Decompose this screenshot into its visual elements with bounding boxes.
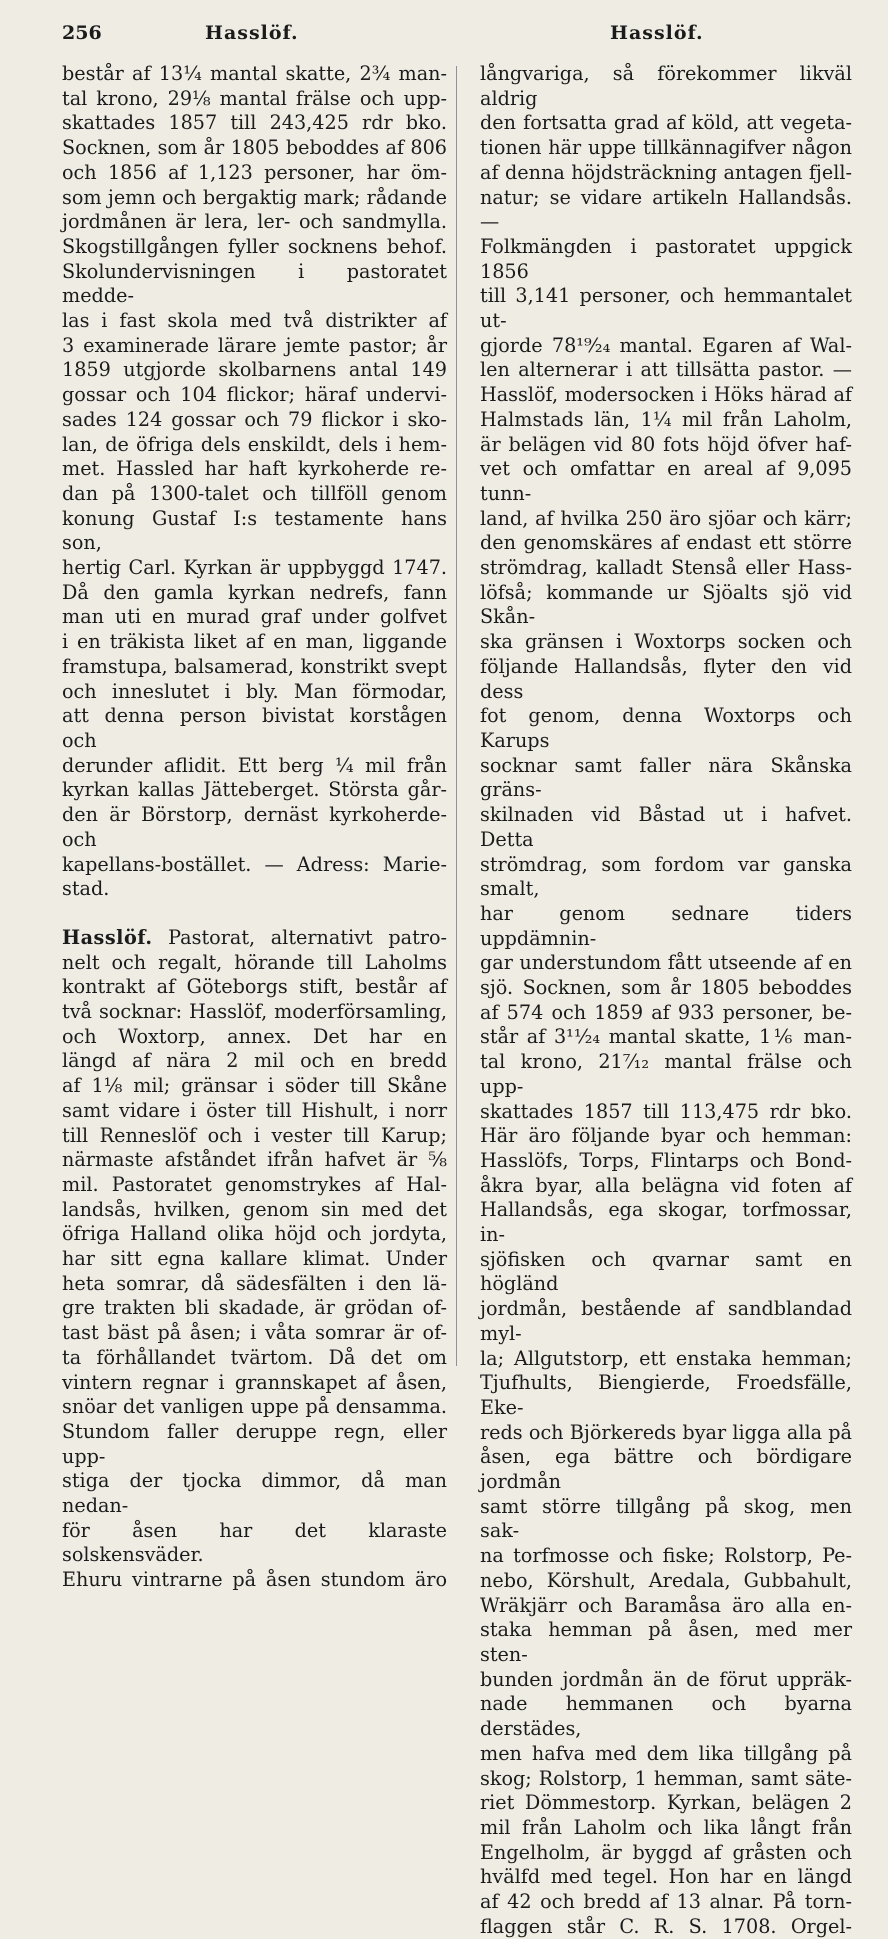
left-running-head: Hasslöf. <box>205 22 299 44</box>
right-running-head: Hasslöf. <box>610 22 704 44</box>
page-number: 256 <box>62 22 102 44</box>
text-line: nebo, Körshult, Aredala, Gubbahult, <box>480 1568 852 1592</box>
right-column <box>480 62 852 1938</box>
column-rule <box>456 66 457 1366</box>
text-line: och Woxtorp, annex. Det har en <box>62 1024 447 1048</box>
left-paragraph-1 <box>62 62 447 902</box>
entry-headword: Hasslöf. <box>62 925 153 949</box>
entry-first-line <box>62 926 447 951</box>
text-line: är belägen vid 80 fots höjd öfver haf- <box>480 432 852 456</box>
text-line: Hasslöfs, Torps, Flintarps och Bond- <box>480 1148 852 1172</box>
text-line: heta somrar, då sädesfälten i den lä- <box>62 1271 447 1295</box>
text-line: skattades 1857 till 243,425 rdr bko. <box>62 111 447 135</box>
text-line: Stundom faller deruppe regn, eller upp- <box>62 1419 447 1468</box>
text-line: ska gränsen i Woxtorps socken och <box>480 630 852 654</box>
text-line: fot genom, denna Woxtorps och Karups <box>480 704 852 752</box>
text-line: att denna person bivistat korstågen och <box>62 704 447 752</box>
text-line: jordmånen är lera, ler- och sandmylla. <box>62 210 447 234</box>
text-line: vet och omfattar en areal af 9,095 tunn- <box>480 457 852 505</box>
text-line: landsås, hvilken, genom sin med det <box>62 1197 447 1221</box>
text-line: och inneslutet i bly. Man förmodar, <box>62 679 447 703</box>
text-line: flaggen står C. R. S. 1708. Orgel- <box>480 1914 852 1938</box>
text-line: af 574 och 1859 af 933 personer, be- <box>480 1000 852 1024</box>
text-line: stad. <box>62 877 110 901</box>
text-line: har genom sednare tiders uppdämnin- <box>480 901 852 950</box>
text-line: Hallandsås, ega skogar, torfmossar, in- <box>480 1198 852 1247</box>
text-line: Ehuru vintrarne på åsen stundom äro <box>62 1568 447 1592</box>
text-line: len alternerar i att tillsätta pastor. — <box>480 358 852 382</box>
text-line: till 3,141 personer, och hemmantalet ut- <box>480 284 852 333</box>
text-line: men hafva med dem lika tillgång på <box>480 1741 852 1765</box>
text-line: öfriga Halland olika höjd och jordyta, <box>62 1222 447 1246</box>
text-line: socknar samt faller nära Skånska gräns- <box>480 753 852 802</box>
running-header <box>62 22 848 48</box>
left-paragraph-2 <box>62 951 447 1593</box>
text-line: längd af nära 2 mil och en bredd <box>62 1049 447 1073</box>
text-line: ta förhållandet tvärtom. Då det om <box>62 1345 447 1369</box>
text-line: lan, de öfriga dels enskildt, dels i hem- <box>62 432 447 456</box>
text-line: till Renneslöf och i vester till Karup; <box>62 1123 447 1147</box>
text-line: följande Hallandsås, flyter den vid dess <box>480 654 852 703</box>
text-line: vintern regnar i grannskapet af åsen, <box>62 1370 447 1394</box>
text-line: af denna höjdsträckning antagen fjell- <box>480 160 852 184</box>
text-line: riet Dömmestorp. Kyrkan, belägen 2 <box>480 1791 852 1815</box>
text-line: åkra byar, alla belägna vid foten af <box>480 1173 852 1197</box>
text-line: gossar och 104 flickor; häraf undervi- <box>62 383 447 407</box>
text-line: snöar det vanligen uppe på densamma. <box>62 1395 447 1419</box>
text-line: Skogstillgången fyller socknens behof. <box>62 234 447 258</box>
text-line: tionen här uppe tillkännagifver någon <box>480 136 852 160</box>
text-line: mil. Pastoratet genomstrykes af Hal- <box>62 1172 447 1196</box>
text-line: land, af hvilka 250 äro sjöar och kärr; <box>480 506 852 530</box>
text-line: samt större tillgång på skog, men sak- <box>480 1494 852 1543</box>
text-line: Engelholm, är byggd af gråsten och <box>480 1840 852 1864</box>
text-line: Här äro följande byar och hemman: <box>480 1124 852 1148</box>
text-line: strömdrag, kalladt Stenså eller Hass- <box>480 556 852 580</box>
text-line: sjöfisken och qvarnar samt en högländ <box>480 1247 852 1296</box>
text-line: strömdrag, som fordom var ganska smalt, <box>480 852 852 901</box>
text-line: långvariga, så förekommer likväl aldrig <box>480 62 852 110</box>
text-line: står af 3¹¹⁄₂₄ mantal skatte, 1⅙ man- <box>480 1025 852 1049</box>
text-line: löfså; kommande ur Sjöalts sjö vid Skån- <box>480 580 852 629</box>
text-line: gre trakten bli skadade, är grödan of- <box>62 1296 447 1320</box>
text-line: tal krono, 29⅛ mantal frälse och upp- <box>62 86 447 110</box>
text-line: bunden jordmån än de förut uppräk- <box>480 1667 852 1691</box>
text-line: samt vidare i öster till Hishult, i norr <box>62 1098 447 1122</box>
text-line: tast bäst på åsen; i våta somrar är of- <box>62 1321 447 1345</box>
text-line: Socknen, som år 1805 beboddes af 806 <box>62 136 447 160</box>
text-line: gar understundom fått utseende af en <box>480 951 852 975</box>
text-line: Då den gamla kyrkan nedrefs, fann <box>62 580 447 604</box>
text-line: derunder aflidit. Ett berg ¼ mil från <box>62 753 447 777</box>
text-line: Skolundervisningen i pastoratet medde- <box>62 259 447 308</box>
text-line: Wräkjärr och Baramåsa äro alla en- <box>480 1593 852 1617</box>
text-line: man uti en murad graf under golfvet <box>62 605 447 629</box>
text-line: som jemn och bergaktig mark; rådande <box>62 185 447 209</box>
text-line: skattades 1857 till 113,475 rdr bko. <box>480 1099 852 1123</box>
entry-first-line-text: Pastorat, alternativt patro- <box>168 925 447 949</box>
text-line: har sitt egna kallare klimat. Under <box>62 1247 447 1271</box>
text-line: 3 examinerade lärare jemte pastor; år <box>62 333 447 357</box>
text-line: sades 124 gossar och 79 flickor i sko- <box>62 407 447 431</box>
text-line: stiga der tjocka dimmor, då man nedan- <box>62 1469 447 1518</box>
text-line: af 42 och bredd af 13 alnar. På torn- <box>480 1890 852 1914</box>
text-line: i en träkista liket af en man, liggande <box>62 630 447 654</box>
text-line: den fortsatta grad af köld, att vegeta- <box>480 111 852 135</box>
text-line: för åsen har det klaraste solskensväder. <box>62 1518 447 1567</box>
text-line: la; Allgutstorp, ett enstaka hemman; <box>480 1346 852 1370</box>
text-line: konung Gustaf I:s testamente hans son, <box>62 506 447 555</box>
text-line: skog; Rolstorp, 1 hemman, samt säte- <box>480 1766 852 1790</box>
text-line: tal krono, 21⁷⁄₁₂ mantal frälse och upp- <box>480 1050 852 1098</box>
text-line: två socknar: Hasslöf, moderförsamling, <box>62 1000 447 1024</box>
text-line: met. Hassled har haft kyrkoherde re- <box>62 457 447 481</box>
text-line: åsen, ega bättre och bördigare jordmån <box>480 1445 852 1494</box>
text-line: hertig Carl. Kyrkan är uppbyggd 1747. <box>62 556 447 580</box>
text-line: den är Börstorp, dernäst kyrkoherde- och <box>62 803 447 851</box>
text-line: Tjufhults, Biengierde, Froedsfälle, Eke- <box>480 1371 852 1419</box>
text-line: reds och Björkereds byar ligga alla på <box>480 1420 852 1444</box>
text-line: framstupa, balsamerad, konstrikt svept <box>62 654 447 678</box>
text-line: kyrkan kallas Jätteberget. Största går- <box>62 778 447 802</box>
text-line: och 1856 af 1,123 personer, har öm- <box>62 160 447 184</box>
text-line: natur; se vidare artikeln Hallandsås.— <box>480 185 852 234</box>
text-line: las i fast skola med två distrikter af <box>62 309 447 333</box>
paragraph-gap <box>62 902 447 926</box>
text-line: sjö. Socknen, som år 1805 beboddes <box>480 976 852 1000</box>
text-line: nelt och regalt, hörande till Laholms <box>62 950 447 974</box>
left-column <box>62 62 447 1592</box>
text-line: Folkmängden i pastoratet uppgick 1856 <box>480 234 852 283</box>
text-line: staka hemman på åsen, med mer sten- <box>480 1618 852 1666</box>
text-line: närmaste afståndet ifrån hafvet är ⅝ <box>62 1148 447 1172</box>
text-line: Halmstads län, 1¼ mil från Laholm, <box>480 407 852 431</box>
text-line: gjorde 78¹⁹⁄₂₄ mantal. Egaren af Wal- <box>480 333 852 357</box>
text-line: na torfmosse och fiske; Rolstorp, Pe- <box>480 1544 852 1568</box>
text-line: 1859 utgjorde skolbarnens antal 149 <box>62 358 447 382</box>
text-line: nade hemmanen och byarna derstädes, <box>480 1692 852 1741</box>
text-line: hvälfd med tegel. Hon har en längd <box>480 1865 852 1889</box>
text-line: består af 13¼ mantal skatte, 2¾ man- <box>62 62 447 85</box>
text-line: skilnaden vid Båstad ut i hafvet. Detta <box>480 803 852 851</box>
text-line: jordmån, bestående af sandblandad myl- <box>480 1297 852 1345</box>
text-line: den genomskäres af endast ett större <box>480 531 852 555</box>
text-line: kontrakt af Göteborgs stift, består af <box>62 975 447 999</box>
text-line: af 1⅛ mil; gränsar i söder till Skåne <box>62 1074 447 1098</box>
text-line: dan på 1300-talet och tillföll genom <box>62 481 447 505</box>
text-line: mil från Laholm och lika långt från <box>480 1815 852 1839</box>
text-line: Hasslöf, modersocken i Höks härad af <box>480 383 852 407</box>
text-line: kapellans-bostället. — Adress: Marie- <box>62 852 447 876</box>
right-paragraph <box>480 62 852 1939</box>
